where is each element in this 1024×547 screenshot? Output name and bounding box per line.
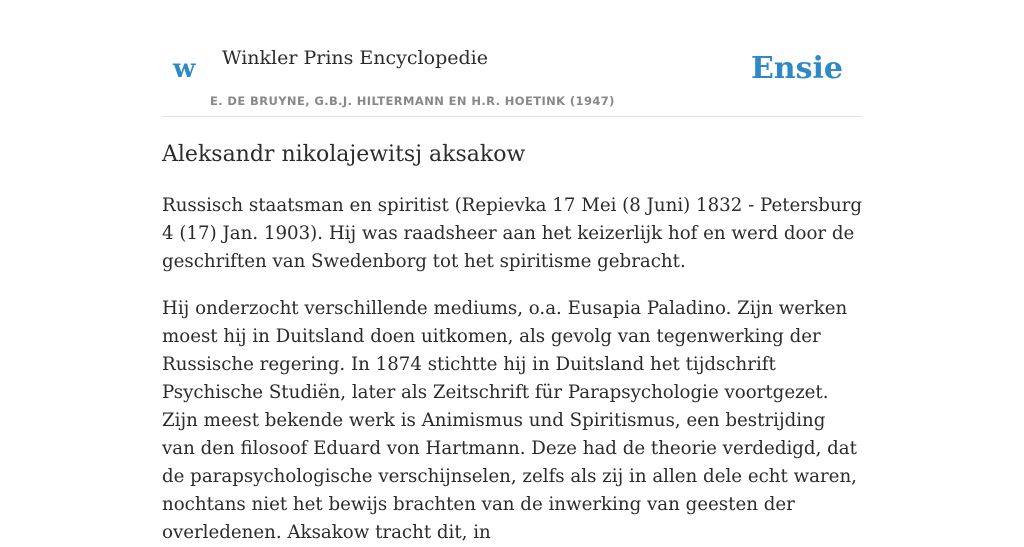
page [162, 0, 863, 543]
article-title: Aleksandr nikolajewitsj aksakow [162, 142, 526, 167]
ensie-logo-link[interactable]: Ensie [750, 51, 843, 86]
article-paragraph: Hij onderzocht verschillende mediums, o.a. Eusapia Paladino. Zijn werken moest hij in Duitsland doen uitkomen, als gevolg van tegenwerking der Russische regering. In 1874 stichtte hij in Duitsland het tijdschrift Psychische Studiën, later als Zeitschrift für Parapsychologie voortgezet. Zijn meest bekende werk is Animismus und Spiritismus, een bestrijding van den filosoof Eduard von Hartmann. Deze had de theorie verdedigd, dat de parapsychologische verschijnselen, zelfs als zij in allen dele echt waren, nochtans niet het bewijs brachten van de inwerking van geesten der overledenen. Aksakow tracht dit, in [162, 298, 857, 543]
header [162, 0, 862, 117]
book-title-link[interactable]: Winkler Prins Encyclopedie [222, 47, 488, 69]
book-authors: E. DE BRUYNE, G.B.J. HILTERMANN EN H.R. HOETINK (1947) [210, 94, 615, 108]
encyclopedia-logo-icon[interactable]: w [173, 54, 196, 84]
article-paragraph: Russisch staatsman en spiritist (Repievka 17 Mei (8 Juni) 1832 - Petersburg 4 (17) Jan. 1903). Hij was raadsheer aan het keizerlijk hof en werd door de geschriften van Swedenborg tot het spiritisme gebracht. [162, 195, 863, 272]
